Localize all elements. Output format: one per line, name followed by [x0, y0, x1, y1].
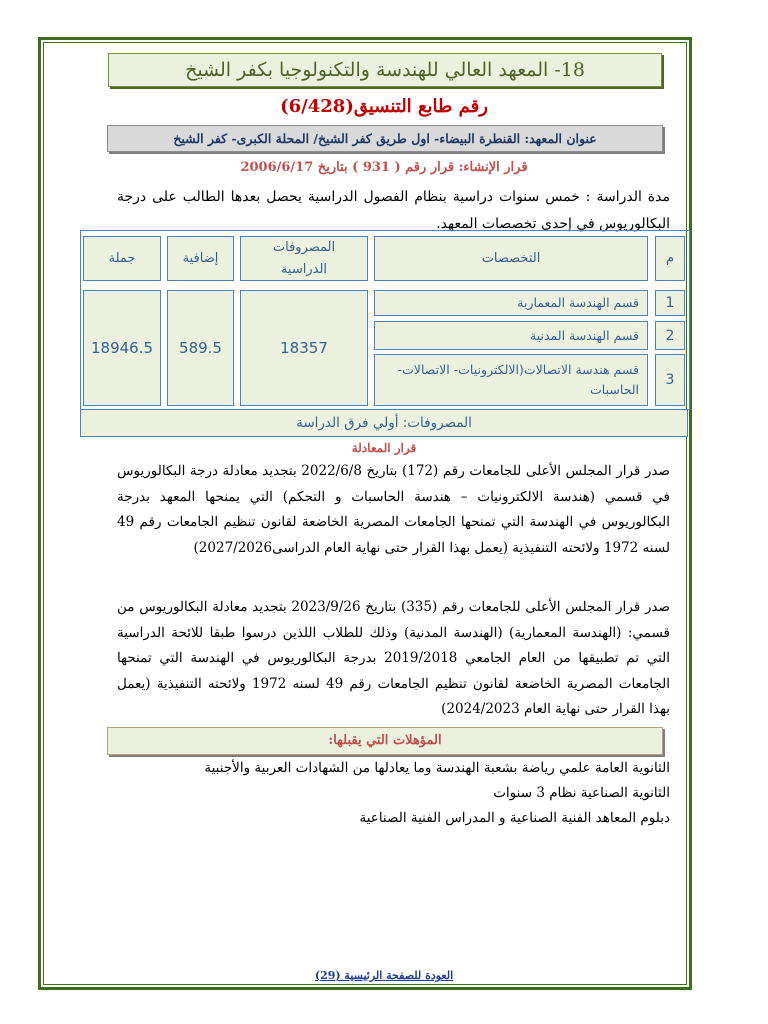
total-value: 18946.5 [83, 290, 161, 406]
equivalence-paragraph-2: صدر قرار المجلس الأعلى للجامعات رقم (335) بتاريخ 2023/9/26 بتجديد معادلة البكالوريوس من قسمي: (الهندسة المعمارية) (الهندسة المدنية) وذلك للطلاب اللذين درسوا طبقا للائحة الدراسية التي تم تطبيقها من العام الجامعي 2019/2018 بدرجة البكالوريوس في الهندسة التي تمنحها الجامعات المصرية الخاضعة لقانون تنظيم الجامعات رقم 49 لسنه 1972 ولائحته التنفيذية (يعمل بهذا القرار حتى نهاية العام 2024/2023) [117, 599, 670, 717]
row-1-specialization: قسم الهندسة المعمارية [374, 290, 648, 316]
institute-address: عنوان المعهد: القنطرة البيضاء- اول طريق كفر الشيخ/ المحلة الكبرى- كفر الشيخ [107, 125, 663, 152]
header-tuition: المصروفات الدراسية [240, 236, 368, 281]
row-2-specialization: قسم الهندسة المدنية [374, 321, 648, 350]
establishment-decree: قرار الإنشاء: قرار رقم ( 931 ) بتاريخ 2006/6/17 [240, 160, 528, 175]
equivalence-paragraph-1: صدر قرار المجلس الأعلى للجامعات رقم (172) بتاريخ 2022/6/8 بتجديد معادلة درجة البكالوريوس في قسمي (هندسة الالكترونيات – هندسة الحاسبات و التحكم) التي يمنحها المعهد بدرجة البكالوريوس في الهندسة التي تمنحها الجامعات المصرية الخاضعة لقانون تنظيم الجامعات رقم 49 لسنه 1972 ولائحته التنفيذية (يعمل بهذا القرار حتى نهاية العام الدراسى2027/2026) [117, 463, 670, 556]
equivalence-title: قرار المعادلة [351, 441, 417, 455]
institute-title: 18- المعهد العالي للهندسة والتكنولوجيا بكفر الشيخ [108, 53, 662, 87]
header-total: جملة [83, 236, 161, 281]
costs-note: المصروفات: أولي فرق الدراسة [80, 409, 688, 437]
qualifications-title: المؤهلات التي يقبلها: [107, 727, 663, 755]
header-additional: إضافية [167, 236, 234, 281]
qualification-item-2: الثانوية الصناعية نظام 3 سنوات [493, 785, 670, 801]
coordination-number: رقم طابع التنسيق(6/428) [280, 96, 488, 117]
qualification-item-1: الثانوية العامة علمي رياضة بشعبة الهندسة وما يعادلها من الشهادات العربية والأجنبية [204, 760, 670, 776]
row-3-specialization: قسم هندسة الاتصالات(الالكترونيات- الاتصالات- الحاسبات [374, 354, 648, 406]
header-specializations: التخصصات [374, 236, 648, 281]
back-to-home-link-wrapper [0, 964, 768, 983]
tuition-value: 18357 [240, 290, 368, 406]
row-3-no: 3 [655, 354, 685, 406]
additional-value: 589.5 [167, 290, 234, 406]
qualification-item-3: دبلوم المعاهد الفنية الصناعية و المدراس الفنية الصناعية [359, 810, 670, 826]
row-1-no: 1 [655, 290, 685, 316]
study-duration: مدة الدراسة : خمس سنوات دراسية بنظام الفصول الدراسية يحصل بعدها الطالب على درجة البكالوريوس في إحدى تخصصات المعهد. [117, 189, 670, 232]
row-2-no: 2 [655, 321, 685, 350]
header-no: م [655, 236, 685, 281]
back-to-home-link[interactable]: العودة للصفحة الرئيسية (29) [314, 969, 454, 982]
